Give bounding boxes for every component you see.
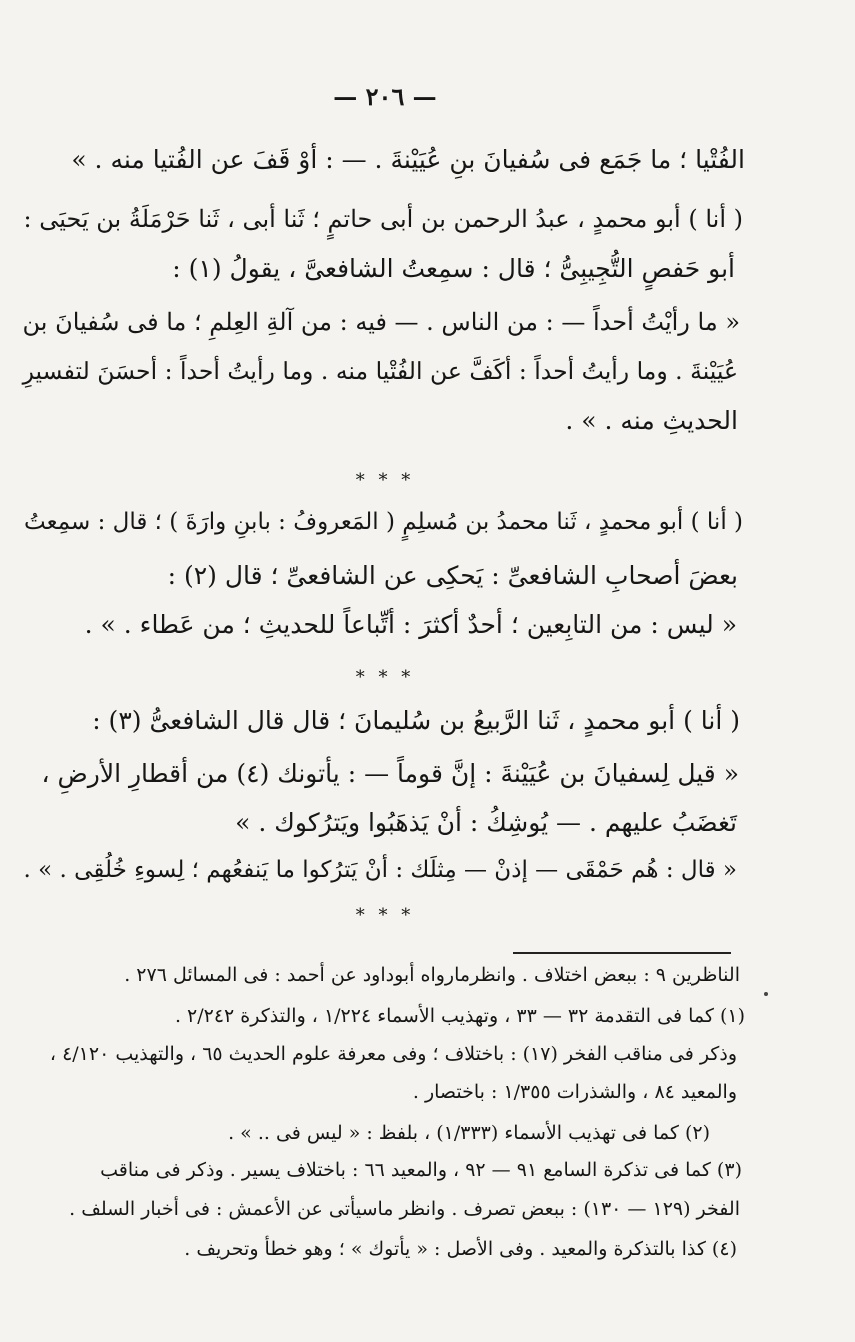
page-number: — ٢٠٦ —	[333, 82, 437, 111]
paragraph-line: عُيَيْنةَ . وما رأيتُ أحداً : أكَفَّ عن الفُتْيا منه . وما رأيتُ أحداً : أحسَنَ لتفسيرِ	[22, 357, 738, 385]
paragraph-line: ( أنا ) أبو محمدٍ ، ثَنا الرَّبيعُ بن سُليمانَ ؛ قال قال الشافعىُّ (٣) :	[92, 706, 740, 735]
paragraph-line: الحديثِ منه . » .	[565, 406, 738, 435]
footnote-line: (٢) كما فى تهذيب الأسماء (١/٣٣٣) ، بلفظ : « ليس فى .. » .	[228, 1122, 710, 1144]
footnote-divider	[513, 952, 731, 954]
paragraph-line: ( أنا ) أبو محمدٍ ، عبدُ الرحمن بن أبى حاتمٍ ؛ ثَنا أبى ، ثَنا حَرْمَلَةُ بن يَحيَى :	[23, 205, 743, 233]
footnote-line: الناظرين ٩ : ببعض اختلاف . وانظرمارواه أبوداود عن أحمد : فى المسائل ٢٧٦ .	[124, 964, 740, 986]
margin-dot	[764, 992, 768, 996]
paragraph-line: « قيل لِسفيانَ بن عُيَيْنةَ : إنَّ قوماً — : يأتونك (٤) من أقطارِ الأرضِ ،	[41, 759, 739, 788]
paragraph-line: الفُتْيا ؛ ما جَمَع فى سُفيانَ بنِ عُيَيْنةَ . — : أوْ قَفَ عن الفُتيا منه . »	[71, 145, 745, 174]
paragraph-line: « قال : هُم حَمْقَى — إذنْ — مِثلَك : أنْ يَترُكوا ما يَنفعُهم ؛ لِسوءِ خُلُقِى . » .	[23, 857, 737, 883]
footnote-line: (٣) كما فى تذكرة السامع ٩١ — ٩٢ ، والمعيد ٦٦ : باختلاف يسير . وذكر فى مناقب	[100, 1159, 742, 1181]
paragraph-line: تَغضَبُ عليهم . — يُوشِكُ : أنْ يَذهَبُوا ويَترُكوك . »	[235, 808, 737, 837]
section-separator: * * *	[355, 470, 415, 491]
footnote-line: والمعيد ٨٤ ، والشذرات ١/٣٥٥ : باختصار .	[412, 1081, 737, 1103]
paragraph-line: بعضَ أصحابِ الشافعىِّ : يَحكِى عن الشافعىِّ ؛ قال (٢) :	[167, 561, 738, 590]
section-separator: * * *	[355, 667, 415, 688]
section-separator: * * *	[355, 905, 415, 926]
paragraph-line: « ما رأيْتُ أحداً — : من الناس . — فيه : من آلةِ العِلمِ ؛ ما فى سُفيانَ بن	[22, 308, 740, 336]
paragraph-line: أبو حَفصٍ التُّجِيبِىُّ ؛ قال : سمِعتُ الشافعىَّ ، يقولُ (١) :	[172, 254, 735, 283]
footnote-line: وذكر فى مناقب الفخر (١٧) : باختلاف ؛ وفى معرفة علوم الحديث ٦٥ ، والتهذيب ٤/١٢٠ ،	[49, 1043, 737, 1065]
paragraph-line: « ليس : من التابِعين ؛ أحدٌ أكثرَ : أتِّباعاً للحديثِ ؛ من عَطاء . » .	[84, 610, 737, 639]
paragraph-line: ( أنا ) أبو محمدٍ ، ثَنا محمدُ بن مُسلِمٍ ( المَعروفُ : بابنِ وارَةَ ) ؛ قال : سمِعتُ	[24, 509, 743, 535]
footnote-line: (١) كما فى التقدمة ٣٢ — ٣٣ ، وتهذيب الأسماء ١/٢٢٤ ، والتذكرة ٢/٢٤٢ .	[174, 1005, 745, 1027]
footnote-line: (٤) كذا بالتذكرة والمعيد . وفى الأصل : « يأتوك » ؛ وهو خطأ وتحريف .	[184, 1238, 737, 1260]
footnote-line: الفخر (١٢٩ — ١٣٠) : ببعض تصرف . وانظر ماسيأتى عن الأعمش : فى أخبار السلف .	[69, 1198, 740, 1220]
